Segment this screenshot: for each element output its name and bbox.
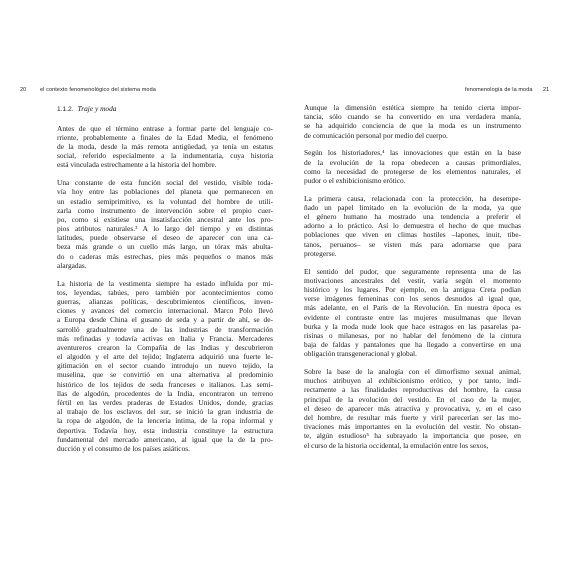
text-line: guerras, alianzas políticas, descubrimientos científicos, inven-	[57, 296, 273, 306]
text-line: tivaciones más importantes en la evolución del vestir. No obstan-	[304, 422, 521, 432]
text-line: rriente, probablemente a finales de la Edad Media, el fenómeno	[57, 132, 273, 142]
text-line: La historia de la vestimenta siempre ha estado influida por mi-	[57, 278, 273, 288]
text-line: fértil en las verdes praderas de Estados Unidos, donde, gracias	[57, 398, 273, 408]
section-number: 1.1.2.	[57, 106, 74, 113]
text-line: latitudes, puede observarse el deseo de aparecer con una ca-	[57, 233, 273, 243]
text-line: obligación transgeneracional y global.	[304, 349, 417, 359]
text-line: histórico de los tejidos de seda franceses e italianos. Las semi-	[57, 379, 273, 389]
text-line: histórico y los lugares. Por ejemplo, en la antigua Creta podían	[304, 284, 521, 294]
text-line: pios atributos naturales.³ A lo largo del tiempo y en distintas	[57, 224, 273, 234]
text-line: verse imágenes femeninas con los senos desnudos al igual que,	[304, 294, 521, 304]
page-number: 20	[20, 87, 27, 93]
text-line: zarla como instrumento de intervención sobre el propio cuer-	[57, 205, 273, 215]
text-line: llas de algodón, procedentes de la India, encontraron un terreno	[57, 388, 273, 398]
text-line: alargadas.	[57, 260, 87, 270]
right-page	[285, 0, 570, 570]
text-line: do o caderas más estrechas, pies más pequeños o manos más	[57, 251, 273, 261]
paragraph	[57, 279, 273, 454]
text-line: el algodón y el arte del tejido; Inglaterra adquirió una fuerte le-	[57, 352, 273, 362]
text-line: deportiva. Todavía hoy, esta industria constituye la estructura	[57, 425, 273, 435]
text-line: tos, leyendas, tabúes, pero también por acontecimientos como	[57, 287, 273, 297]
running-head: fenomenología de la moda	[465, 87, 533, 93]
text-line: está vinculada estrechamente a la historia del hombre.	[57, 160, 217, 170]
text-line: ciones y avances del comercio internacional. Marco Polo llevó	[57, 306, 273, 316]
paragraph	[304, 367, 521, 450]
text-line: Aunque la dimensión estética siempre ha tenido cierta impor-	[304, 103, 521, 112]
text-line: se ha adquirido conciencia de que la moda es un instrumento	[304, 121, 521, 131]
text-line: po, como si existiese una insatisfacción ancestral ante los pro-	[57, 214, 273, 224]
text-column	[304, 103, 521, 450]
paragraph	[57, 124, 273, 170]
text-column	[57, 103, 273, 453]
paragraph	[304, 148, 521, 185]
paragraph	[304, 194, 521, 258]
text-line: la ropa de algodón, de la lencería íntima, de la ropa informal y	[57, 416, 273, 426]
text-line: pudor o el exhibicionismo erótico.	[304, 175, 406, 185]
text-line: poblaciones que viven en climas hostiles –lapones, inuit, tibe-	[304, 230, 521, 240]
text-line: de la evolución de la ropa obedecen a causas primordiales,	[304, 157, 521, 167]
paragraph	[304, 267, 521, 359]
text-line: de comunicación personal por medio del cuerpo.	[304, 130, 448, 140]
text-line: un estadio semiprimitivo, es la voluntad del hombre de utili-	[57, 196, 273, 206]
text-line: baja de faldas y pantalones que ha llegado a convertirse en una	[304, 340, 521, 350]
text-line: Una constante de esta función social del vestido, visible toda-	[57, 178, 273, 188]
text-line: adorno a lo práctico. Así lo demuestra el hecho de que muchas	[304, 221, 521, 231]
text-line: al trabajo de los esclavos del sur, se inició la gran industria de	[57, 407, 273, 417]
text-line: principal de la evolución del vestido. En el caso de la mujer,	[304, 394, 521, 404]
text-line: tancia, sólo cuando se ha convertido en una verdadera manía,	[304, 112, 521, 122]
text-line: La primera causa, relacionada con la protección, ha desempe-	[304, 193, 521, 203]
text-line: fundamental del mercado americano, al igual que la de la pro-	[57, 434, 273, 444]
page-number: 21	[543, 87, 550, 93]
text-line: más refinadas y todavía activas en Italia y Francia. Mercaderes	[57, 333, 273, 343]
paragraph	[57, 178, 273, 270]
text-line: ñado un papel limitado en la evolución de la moda, ya que	[304, 202, 521, 212]
text-line: sarrolló gradualmente una de las industrias de transformación	[57, 324, 273, 334]
text-line: rectamente a las finalidades reproductivas del hombre, la causa	[304, 385, 521, 395]
paragraph	[304, 103, 521, 140]
text-line: el género humano ha mostrado una tendencia a preferir el	[304, 212, 521, 222]
text-line: El sentido del pudor, que seguramente representa una de las	[304, 266, 521, 276]
text-line: muselina, que se convirtió en una alternativa al predominio	[57, 370, 273, 380]
text-line: de la moda, desde la más remota antigüedad, ya tenía un estatus	[57, 141, 273, 151]
text-line: aventureros crearon la Compañía de las Indias y descubrieron	[57, 342, 273, 352]
text-line: risinas o milanesas, por no hablar del fenómeno de la cintura	[304, 330, 521, 340]
section-heading	[57, 103, 273, 116]
text-line: social, referido especialmente a la indumentaria, cuya historia	[57, 151, 273, 161]
text-line: burka y la moda nude look que hace estragos en las pasarelas pa-	[304, 321, 521, 331]
text-line: protegerse.	[304, 248, 337, 258]
text-line: motivaciones ancestrales del vestir, varía según el momento	[304, 275, 521, 285]
text-line: muchos atribuyen al exhibicionismo erótico, y por tanto, indi-	[304, 376, 521, 386]
text-line: evidente el contraste entre las mujeres musulmanas que llevan	[304, 312, 521, 322]
text-line: ducción y el consumo de los países asiáticos.	[57, 443, 191, 453]
text-line: Antes de que el término entrase a formar parte del lenguaje co-	[57, 123, 273, 133]
text-line: como la necesidad de protegerse de los elementos naturales, el	[304, 166, 521, 176]
text-line: Según los historiadores,⁴ las innovaciones que están en la base	[304, 148, 521, 158]
text-line: del hombre, de resultar más fuerte y viril parecerían ser las mo-	[304, 413, 521, 422]
text-line: beza más grande o un cuello más largo, un tórax más abulta-	[57, 242, 273, 252]
text-line: el deseo de aparecer más atractiva y provocativa, y, en el caso	[304, 403, 521, 413]
paragraphs	[57, 124, 273, 454]
text-line: Sobre la base de la analogía con el dimorfismo sexual animal,	[304, 367, 521, 377]
paragraphs	[304, 103, 521, 450]
running-head: el contexto fenomenológico del sistema moda	[40, 87, 156, 93]
section-title: Traje y moda	[77, 104, 117, 113]
text-line: el curso de la historia occidental, la emulación entre los sexos,	[304, 440, 489, 450]
text-line: a Europa desde China el gusano de seda y a partir de ahí, se de-	[57, 315, 273, 325]
text-line: tanos, peruanos– se visten más para adornarse que para	[304, 239, 521, 249]
text-line: gitimación en el sector cuando introdujo un nuevo tejido, la	[57, 361, 273, 371]
text-line: más adelante, en el París de la Revolución. En nuestra época es	[304, 303, 521, 313]
text-line: te, algún estudioso⁵ ha subrayado la importancia que posee, en	[304, 431, 521, 441]
text-line: vía hoy entre las poblaciones del planeta que permanecen en	[57, 187, 273, 197]
